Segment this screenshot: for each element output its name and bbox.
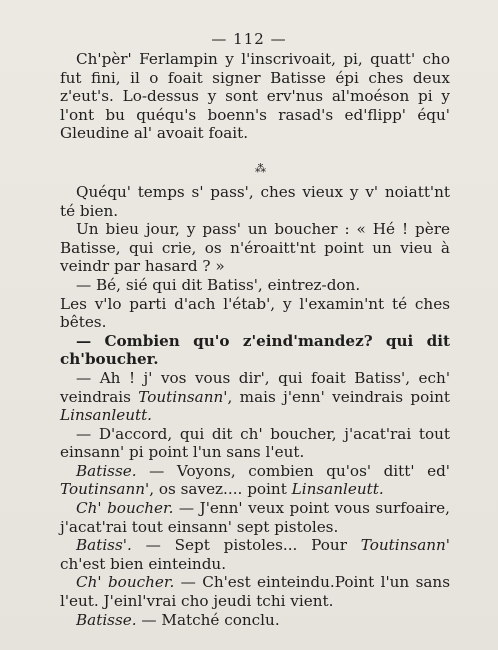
paragraph	[60, 536, 450, 573]
emphasis-text: Linsanleutt.	[291, 480, 384, 499]
paragraph	[60, 332, 450, 369]
dialogue-text: — Ch'est einteindu.Point l'un sans l'eut. J'einl'vrai cho jeudi tchi vient.	[60, 573, 451, 611]
paragraph	[60, 369, 450, 425]
page-text	[60, 50, 450, 629]
paragraph: Un bieu jour, y pass' un boucher : « Hé ! père Batisse, qui crie, os n'éroaitt'nt point un vieu à veindr par hasard ? »	[60, 220, 450, 276]
speaker-name: Batisse.	[76, 610, 137, 629]
dialogue-text: , mais j'enn' veindrais point	[227, 387, 450, 406]
paragraph	[60, 499, 450, 536]
paragraph: Quéqu' temps s' pass', ches vieux y v' noiatt'nt té bien.	[60, 182, 450, 220]
paragraph: Ch'pèr' Ferlampin y l'inscrivoait, pi, quatt' cho fut fini, il o foait signer Batisse épi ches deux z'eut's. Lo-dessus y sont erv'nus al'moéson pi y l'ont bu quéqu's boenn's rasad's ed'flipp' équ' Gleudine al' avoait foait.	[60, 50, 450, 143]
section-separator: ⁂	[255, 161, 265, 175]
dialogue-text: — J'enn' veux point vous surfoaire, j'acat'rai tout einsann' sept pistoles.	[60, 499, 450, 536]
paragraph	[60, 462, 450, 499]
speaker-name: Batisse.	[76, 461, 137, 480]
dialogue-text: — Matché conclu.	[136, 610, 280, 629]
page-number: — 112 —	[211, 30, 287, 48]
dialogue-text: — Ah ! j' vos vous dir', qui foait Batiss', ech' veindrais	[60, 368, 450, 406]
emphasis-text: Toutinsann'	[138, 387, 228, 406]
dialogue-text: — Voyons, combien qu'os' ditt' ed'	[136, 461, 450, 480]
emphasis-text: Toutinsann'	[360, 536, 450, 555]
speaker-name: Ch' boucher.	[76, 573, 175, 592]
paragraph: — D'accord, qui dit ch' boucher, j'acat'rai tout einsann' pi point l'un sans l'eut.	[60, 424, 450, 462]
paragraph	[60, 611, 450, 630]
dialogue-line: — Combien qu'o z'eind'mandez? qui dit ch'boucher.	[60, 331, 450, 369]
paragraph: Les v'lo parti d'ach l'étab', y l'examin'nt té ches bêtes.	[60, 294, 450, 332]
dialogue-text: — Sept pistoles... Pour	[131, 536, 361, 555]
dialogue-text: ch'est bien einteindu.	[60, 554, 227, 573]
speaker-name: Batiss'.	[76, 536, 132, 555]
paragraph	[60, 573, 450, 610]
speaker-name: Ch' boucher.	[76, 499, 174, 518]
emphasis-text: Linsanleutt.	[60, 406, 153, 425]
emphasis-text: Toutinsann'	[60, 480, 150, 499]
dialogue-text: , os savez.... point	[149, 480, 292, 499]
paragraph: — Bé, sié qui dit Batiss', eintrez-don.	[76, 275, 361, 294]
